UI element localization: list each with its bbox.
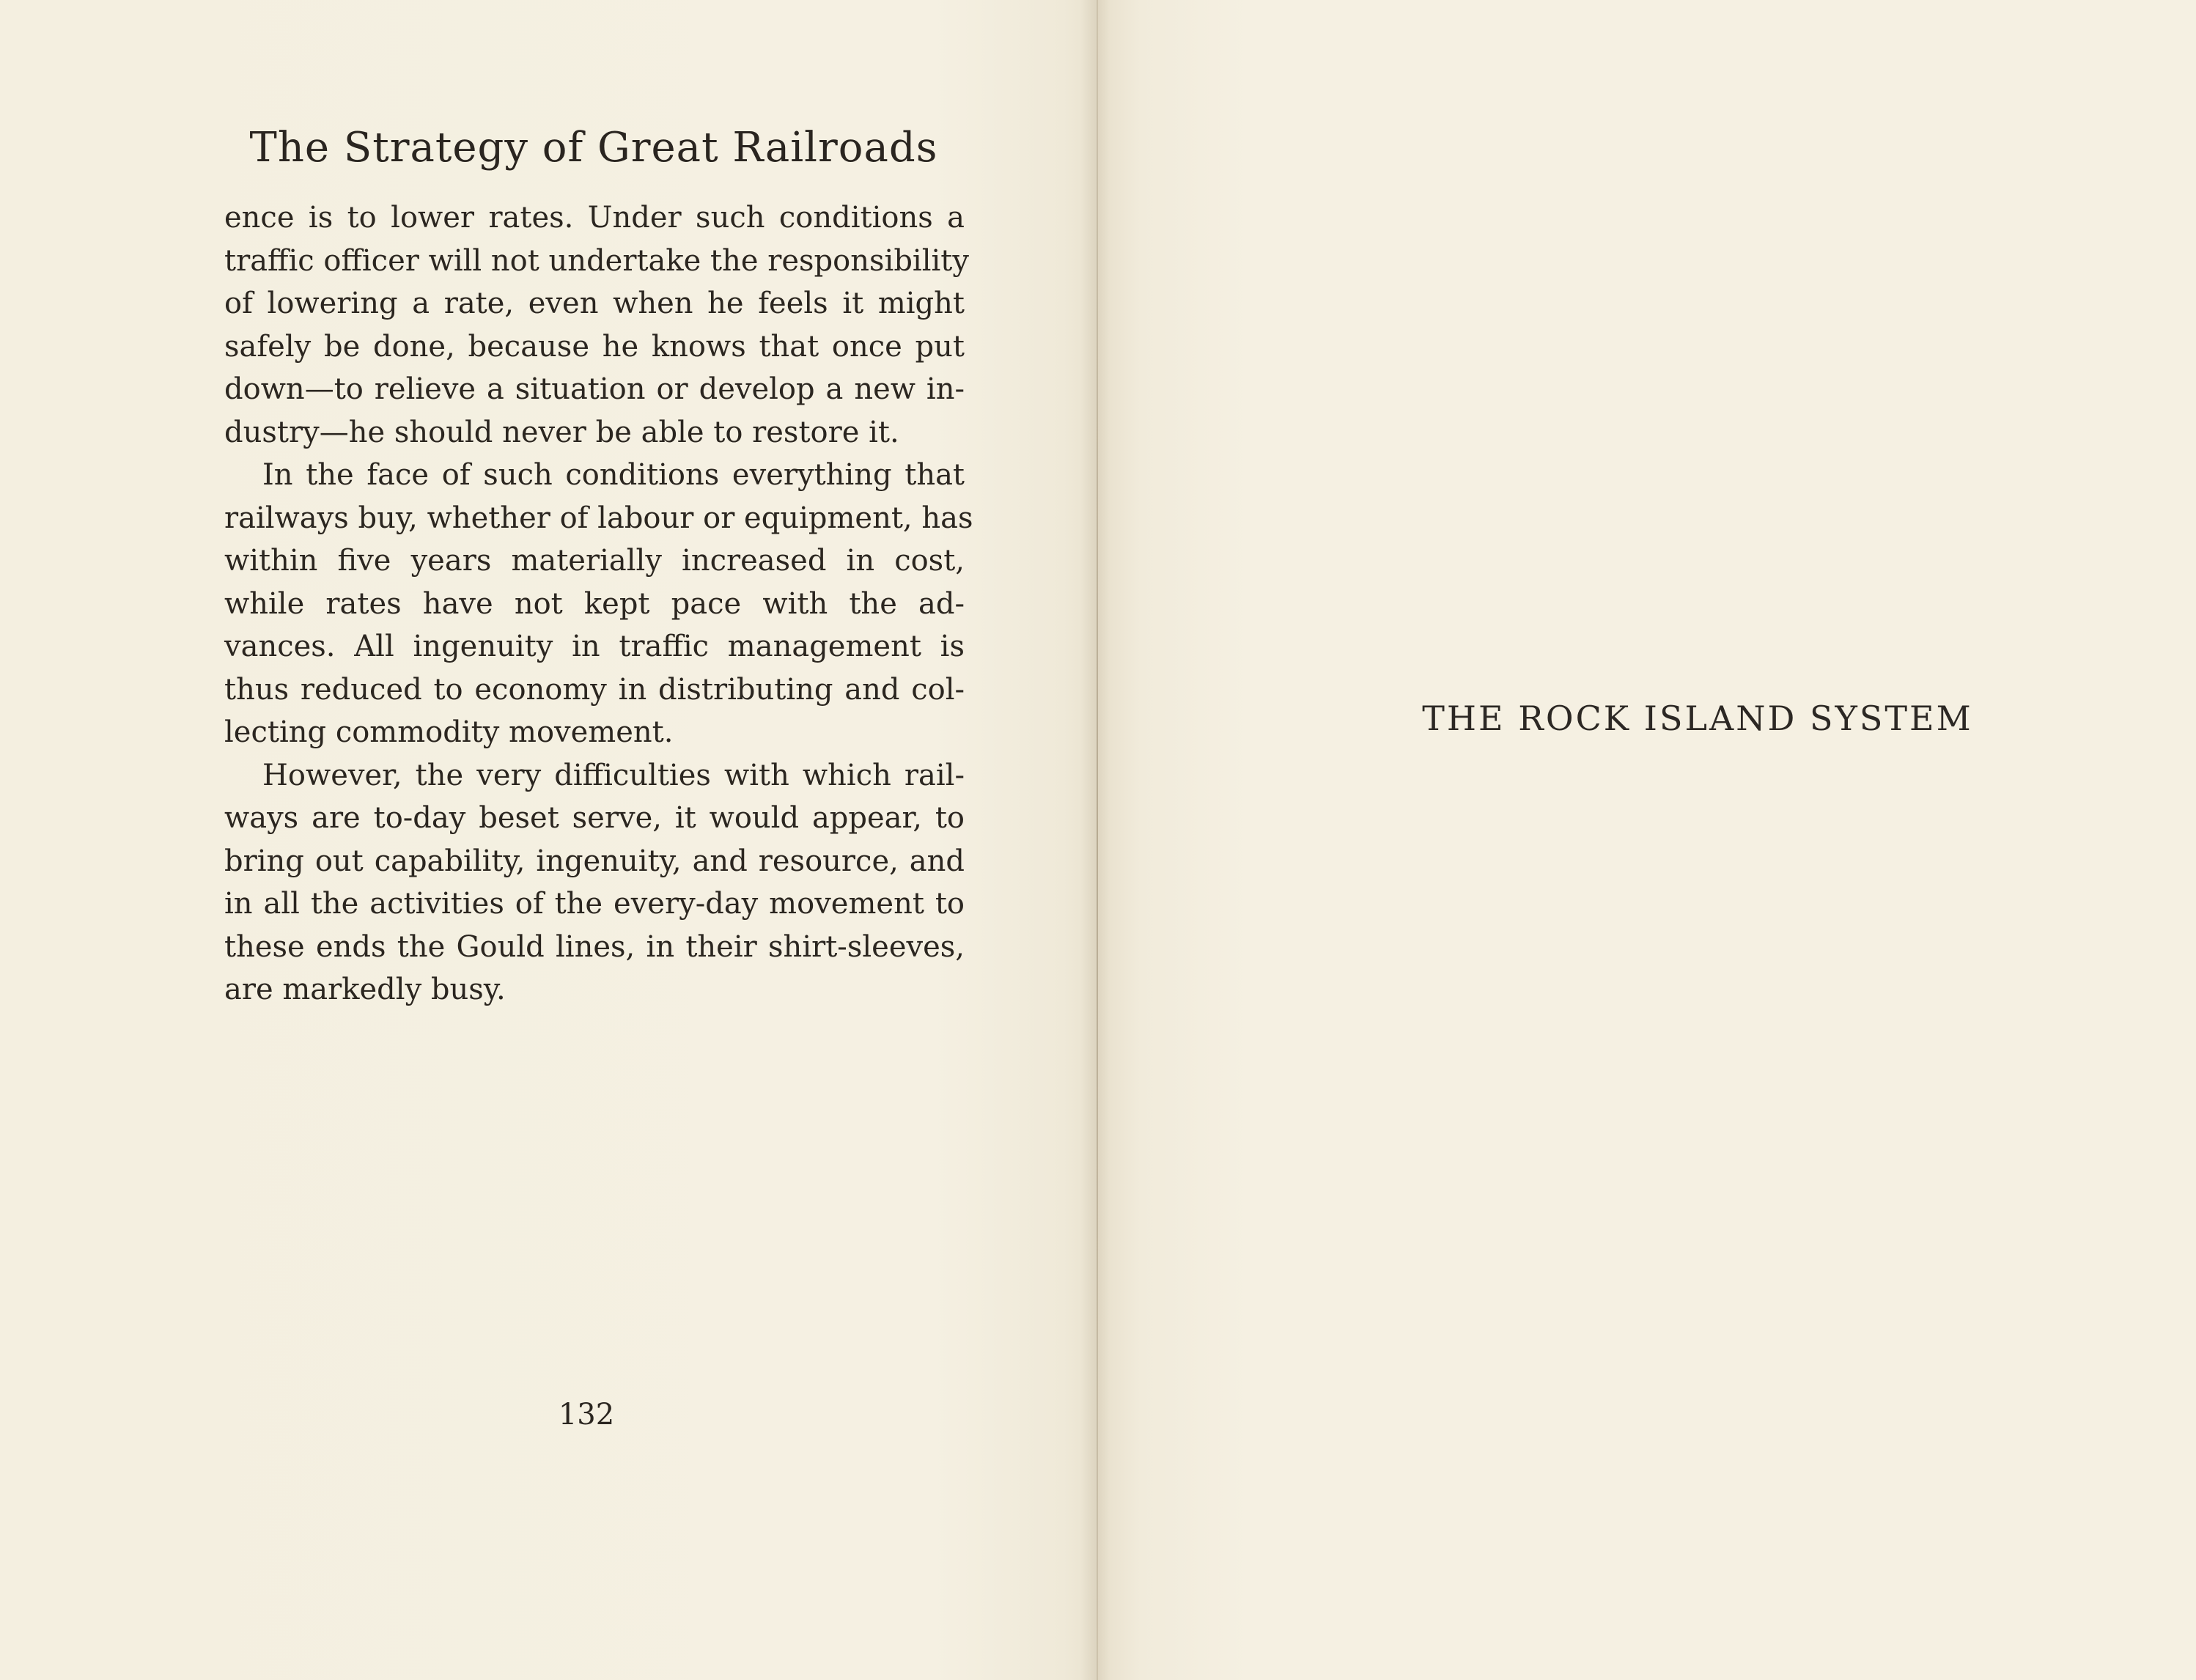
text-line: lecting commodity movement. — [224, 715, 674, 749]
gutter-shadow — [1080, 0, 1110, 1680]
text-line: dustry—he should never be able to restore it. — [224, 415, 899, 449]
page-number: 132 — [558, 1398, 615, 1432]
text-line: ence is to lower rates. Under such conditions a — [224, 201, 965, 235]
text-line: safely be done, because he knows that once put — [224, 329, 965, 364]
text-line: within five years materially increased in cost, — [224, 544, 965, 578]
text-line: In the face of such conditions everything that — [262, 458, 965, 492]
text-line: traffic officer will not undertake the responsibility — [224, 243, 969, 278]
text-line: while rates have not kept pace with the ad- — [224, 586, 965, 621]
text-line: in all the activities of the every-day movement to — [224, 887, 965, 921]
text-line: vances. All ingenuity in traffic management is — [224, 630, 965, 663]
text-line: down—to relieve a situation or develop a new in- — [224, 372, 965, 406]
text-line: thus reduced to economy in distributing and col- — [224, 672, 965, 707]
running-head: The Strategy of Great Railroads — [249, 124, 938, 172]
text-line: However, the very difficulties with which rail- — [262, 758, 965, 792]
text-line: these ends the Gould lines, in their shirt-sleeves, — [224, 929, 965, 964]
right-page — [1097, 0, 2196, 1680]
body-text — [224, 196, 973, 1012]
paragraph — [224, 754, 965, 1012]
text-line: railways buy, whether of labour or equipment, has — [224, 501, 973, 535]
paragraph — [224, 454, 973, 754]
gutter-divider — [1097, 0, 1098, 1680]
paragraph — [224, 196, 969, 454]
left-page — [0, 0, 1097, 1680]
text-line: bring out capability, ingenuity, and resource, and — [224, 844, 965, 878]
section-title: THE ROCK ISLAND SYSTEM — [1422, 699, 1973, 738]
text-line: are markedly busy. — [224, 973, 506, 1006]
text-line: of lowering a rate, even when he feels it might — [224, 287, 965, 320]
text-line: ways are to-day beset serve, it would appear, to — [224, 801, 965, 835]
